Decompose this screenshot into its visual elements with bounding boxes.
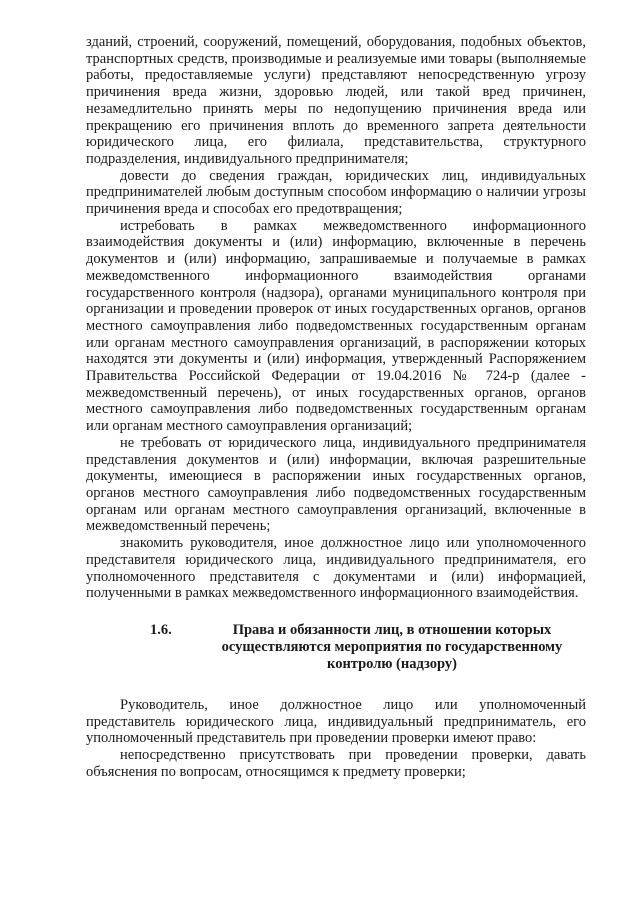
paragraph-continuation: зданий, строений, сооружений, помещений, оборудования, подобных объектов, транспортных средств, производимые и реализуемые ими товары (выполняемые работы, предоставляемые услуги) представляют непосредственную угрозу причинения вреда жизни, здоровью людей, или такой вред причинен, незамедлительно принять меры по недопущению причинения вреда или прекращению его причинения вплоть до временного запрета деятельности юридического лица, его филиала, представительства, структурного подразделения, индивидуального предпринимателя; xyxy=(86,34,586,167)
paragraph-inform-citizens: довести до сведения граждан, юридических лиц, индивидуальных предпринимателей любым доступным способом информацию о наличии угрозы причинения вреда и способах его предотвращения; xyxy=(86,167,586,218)
text-column xyxy=(86,34,586,780)
section-number: 1.6. xyxy=(150,621,172,638)
section-title: Права и обязанности лиц, в отношении которых осуществляются мероприятия по государственному контролю (надзору) xyxy=(221,621,563,672)
paragraph-not-require: не требовать от юридического лица, индивидуального предпринимателя представления документов и (или) информации, включая разрешительные документы, имеющиеся в распоряжении иных государственных органов, органов местного самоуправления либо подведомственных государственным органам или органам местного самоуправления организаций, включенные в межведомственный перечень; xyxy=(86,434,586,535)
heading-spacer xyxy=(86,673,586,697)
section-heading xyxy=(86,622,586,673)
paragraph-acquaint: знакомить руководителя, иное должностное лицо или уполномоченного представителя юридического лица, индивидуального предпринимателя, его уполномоченного представителя с документами и (или) информацией, полученными в рамках межведомственного информационного взаимодействия. xyxy=(86,535,586,602)
paragraph-right-presence: непосредственно присутствовать при проведении проверки, давать объяснения по вопросам, относящимся к предмету проверки; xyxy=(86,747,586,780)
paragraph-rights-intro: Руководитель, иное должностное лицо или уполномоченный представитель юридического лица, индивидуальный предприниматель, его уполномоченный представитель при проведении проверки имеют право: xyxy=(86,696,586,747)
paragraph-request-documents: истребовать в рамках межведомственного информационного взаимодействия документы и (или) информацию, включенные в перечень документов и (или) информацию, запрашиваемые и получаемые в рамках межведомственного информационного взаимодействия органами государственного контроля (надзора), органами муниципального контроля при организации и проведении проверок от иных государственных органов, органов местного самоуправления либо подведомственных государственным органам или органам местного самоуправления организаций, в распоряжении которых находятся эти документы и (или) информация, утвержденный Распоряжением Правительства Российской Федерации от 19.04.2016 № 724-р (далее - межведомственный перечень), от иных государственных органов, органов местного самоуправления либо подведомственных государственным органам или органам местного самоуправления организаций; xyxy=(86,217,586,435)
